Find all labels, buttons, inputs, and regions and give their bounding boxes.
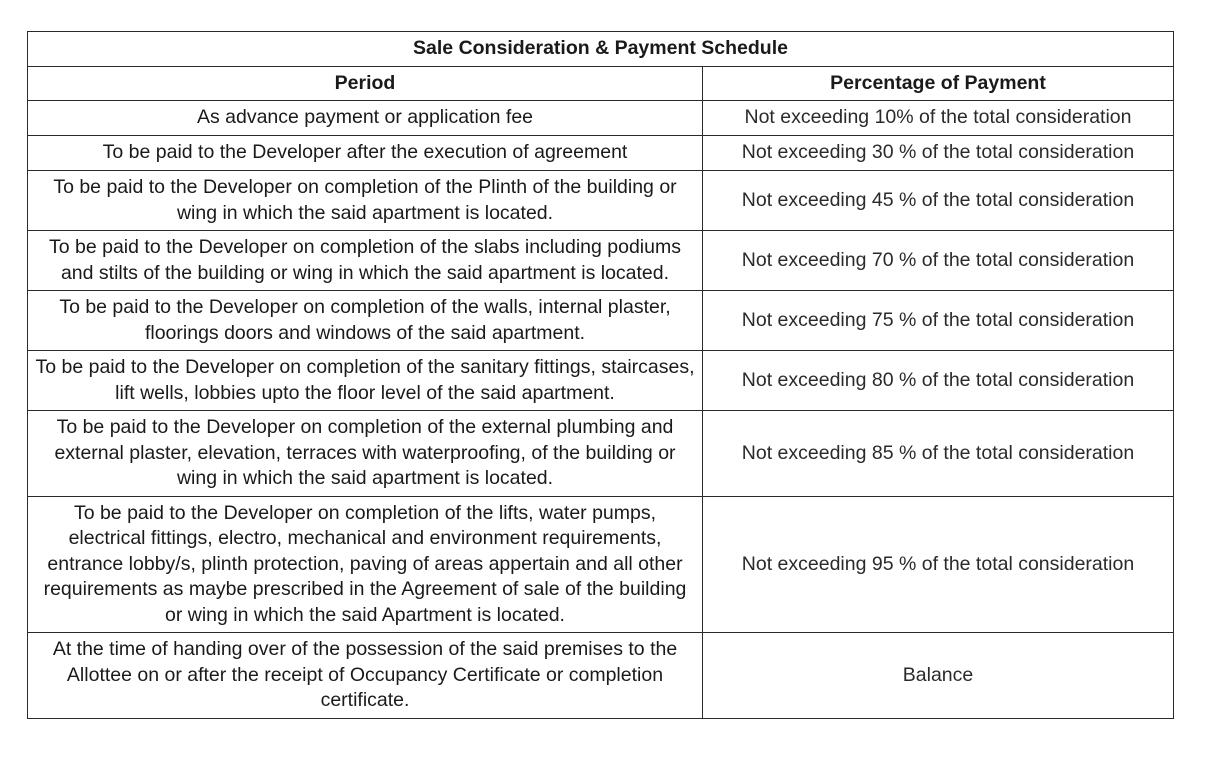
percentage-cell: Not exceeding 85 % of the total consideration — [703, 411, 1174, 497]
period-cell: To be paid to the Developer on completion of the lifts, water pumps, electrical fittings, electro, mechanical and environment requirements, entrance lobby/s, plinth protection, paving of areas appertain and all other requirements as maybe prescribed in the Agreement of sale of the building or wing in which the said Apartment is located. — [28, 496, 703, 633]
percentage-cell: Not exceeding 80 % of the total consideration — [703, 351, 1174, 411]
percentage-cell: Not exceeding 30 % of the total consideration — [703, 136, 1174, 171]
table-row — [28, 291, 1174, 351]
period-cell: To be paid to the Developer after the execution of agreement — [28, 136, 703, 171]
percentage-cell: Not exceeding 70 % of the total consideration — [703, 231, 1174, 291]
table-title-row — [28, 32, 1174, 67]
payment-schedule-container — [27, 31, 1173, 719]
percentage-cell: Not exceeding 10% of the total consideration — [703, 101, 1174, 136]
period-cell: At the time of handing over of the possession of the said premises to the Allottee on or after the receipt of Occupancy Certificate or completion certificate. — [28, 633, 703, 719]
table-row — [28, 351, 1174, 411]
table-row — [28, 633, 1174, 719]
period-cell: As advance payment or application fee — [28, 101, 703, 136]
period-cell: To be paid to the Developer on completion of the external plumbing and external plaster, elevation, terraces with waterproofing, of the building or wing in which the said apartment is located. — [28, 411, 703, 497]
table-row — [28, 171, 1174, 231]
header-period: Period — [28, 66, 703, 101]
table-title: Sale Consideration & Payment Schedule — [28, 32, 1174, 67]
table-row — [28, 411, 1174, 497]
percentage-cell: Not exceeding 75 % of the total consideration — [703, 291, 1174, 351]
percentage-cell: Not exceeding 45 % of the total consideration — [703, 171, 1174, 231]
percentage-cell: Not exceeding 95 % of the total consideration — [703, 496, 1174, 633]
payment-schedule-table — [27, 31, 1174, 719]
table-row — [28, 136, 1174, 171]
percentage-cell: Balance — [703, 633, 1174, 719]
table-header-row — [28, 66, 1174, 101]
table-row — [28, 231, 1174, 291]
table-row — [28, 496, 1174, 633]
period-cell: To be paid to the Developer on completion of the sanitary fittings, staircases, lift wells, lobbies upto the floor level of the said apartment. — [28, 351, 703, 411]
table-row — [28, 101, 1174, 136]
period-cell: To be paid to the Developer on completion of the walls, internal plaster, floorings doors and windows of the said apartment. — [28, 291, 703, 351]
period-cell: To be paid to the Developer on completion of the Plinth of the building or wing in which the said apartment is located. — [28, 171, 703, 231]
header-percentage: Percentage of Payment — [703, 66, 1174, 101]
period-cell: To be paid to the Developer on completion of the slabs including podiums and stilts of the building or wing in which the said apartment is located. — [28, 231, 703, 291]
